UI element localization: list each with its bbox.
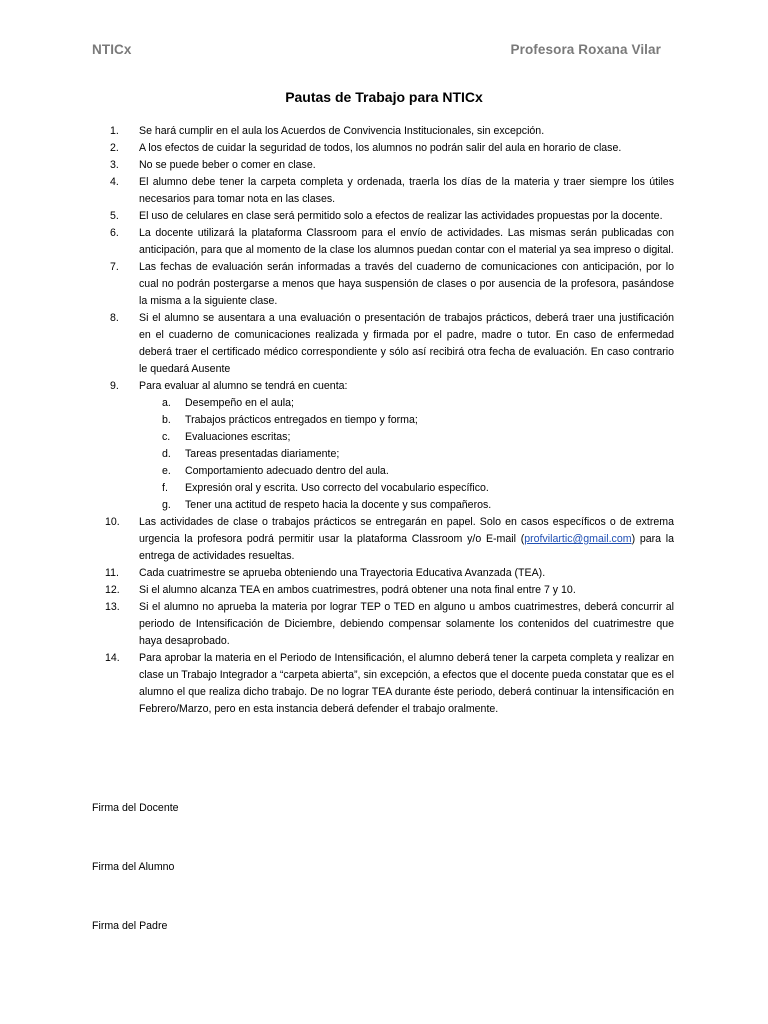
rule-item	[92, 599, 674, 650]
header-teacher: Profesora Roxana Vilar	[510, 42, 661, 57]
rule-text: Para aprobar la materia en el Periodo de Intensificación, el alumno deberá tener la carpeta completa y realizar en clase un Trabajo Integrador a “carpeta abierta”, sin excepción, a efectos que el docente pueda constatar que es el alumno el que realiza dicho trabajo. De no lograr TEA durante éste periodo, deberá continuar la intensificación en Febrero/Marzo, pero en esta instancia deberá defender el trabajo oralmente.	[139, 652, 674, 715]
signature-student-label: Firma del Alumno	[92, 861, 175, 873]
rule-text-after-email: ) para la entrega de actividades resueltas.	[139, 533, 674, 562]
rule-text: Se hará cumplir en el aula los Acuerdos de Convivencia Institucionales, sin excepción.	[139, 125, 545, 137]
rule-item	[92, 582, 674, 599]
document-title: Pautas de Trabajo para NTICx	[285, 89, 483, 105]
rule-number: 8.	[110, 312, 119, 324]
rule-number: 3.	[110, 159, 119, 171]
rule-item	[92, 259, 674, 310]
rule-item	[92, 650, 674, 718]
rule-text: No se puede beber o comer en clase.	[139, 159, 316, 171]
rule-text: Si el alumno se ausentara a una evaluación o presentación de trabajos prácticos, deberá traer una justificación en el cuaderno de comunicaciones realizada y firmada por el padre, madre o tutor. En caso de enfermedad deberá traer el certificado médico correspondiente y sólo así recibirá otra fecha de evaluación. En caso contrario le quedará Ausente	[139, 312, 674, 375]
rule-text: El alumno debe tener la carpeta completa y ordenada, traerla los días de la materia y traer siempre los útiles necesarios para tomar nota en las clases.	[139, 176, 674, 205]
rule-text: Para evaluar al alumno se tendrá en cuenta:	[139, 380, 348, 392]
rule-number: 14.	[105, 652, 120, 664]
criteria-letter: b.	[162, 414, 171, 426]
rule-item	[92, 157, 674, 174]
rule-text: El uso de celulares en clase será permitido solo a efectos de realizar las actividades propuestas por la docente.	[139, 210, 663, 222]
rule-number: 9.	[110, 380, 119, 392]
criteria-letter: d.	[162, 448, 171, 460]
criteria-letter: e.	[162, 465, 171, 477]
signature-teacher-label: Firma del Docente	[92, 802, 179, 814]
rule-number: 1.	[110, 125, 119, 137]
rule-text: A los efectos de cuidar la seguridad de todos, los alumnos no podrán salir del aula en horario de clase.	[139, 142, 622, 154]
rule-number: 7.	[110, 261, 119, 273]
rule-number: 2.	[110, 142, 119, 154]
rule-text: Si el alumno no aprueba la materia por lograr TEP o TED en alguno u ambos cuatrimestres, deberá concurrir al periodo de Intensificación de Diciembre, debiendo compensar solamente los contenidos del cuatrimestre que haya desaprobado.	[139, 601, 674, 647]
criteria-letter: f.	[162, 482, 168, 494]
criteria-letter: g.	[162, 499, 171, 511]
rule-number: 5.	[110, 210, 119, 222]
rule-text: Las fechas de evaluación serán informadas a través del cuaderno de comunicaciones con anticipación, por lo cual no podrán postergarse a menos que haya suspensión de clases o por ausencia de la profesora, pasándose la misma a la siguiente clase.	[139, 261, 674, 307]
rules-list	[92, 123, 674, 718]
rule-text: Cada cuatrimestre se aprueba obteniendo una Trayectoria Educativa Avanzada (TEA).	[139, 567, 546, 579]
rule-item	[92, 140, 674, 157]
criteria-text: Tareas presentadas diariamente;	[185, 448, 340, 460]
criteria-text: Expresión oral y escrita. Uso correcto del vocabulario específico.	[185, 482, 489, 494]
rule-item	[92, 225, 674, 259]
rule-item	[92, 208, 674, 225]
header-subject: NTICx	[92, 42, 132, 57]
rule-item	[92, 565, 674, 582]
rule-number: 13.	[105, 601, 120, 613]
rule-number: 10.	[105, 516, 120, 528]
signature-parent-label: Firma del Padre	[92, 920, 168, 932]
criteria-text: Tener una actitud de respeto hacia la docente y sus compañeros.	[185, 499, 492, 511]
criteria-item	[139, 480, 674, 497]
criteria-item	[139, 412, 674, 429]
rule-text-before-email: Las actividades de clase o trabajos prácticos se entregarán en papel. Solo en casos específicos o de extrema urgencia la profesora podrá permitir usar la plataforma Classroom y/o E-mail (	[139, 516, 674, 545]
criteria-item	[139, 497, 674, 514]
rule-item	[92, 514, 674, 565]
rule-number: 6.	[110, 227, 119, 239]
criteria-item	[139, 429, 674, 446]
rule-text: La docente utilizará la plataforma Classroom para el envío de actividades. Las mismas serán publicadas con anticipación, para que al momento de la clase los alumnos puedan contar con el material ya sea impreso o digital.	[139, 227, 674, 256]
rule-item	[92, 123, 674, 140]
rule-number: 11.	[105, 567, 119, 579]
criteria-text: Desempeño en el aula;	[185, 397, 294, 409]
criteria-item	[139, 463, 674, 480]
rule-number: 12.	[105, 584, 120, 596]
rule-item	[92, 310, 674, 378]
criteria-letter: c.	[162, 431, 171, 443]
criteria-text: Trabajos prácticos entregados en tiempo y forma;	[185, 414, 418, 426]
rule-item	[92, 174, 674, 208]
criteria-text: Evaluaciones escritas;	[185, 431, 291, 443]
email-link[interactable]: profvilartic@gmail.com	[524, 533, 632, 545]
rule-text: Si el alumno alcanza TEA en ambos cuatrimestres, podrá obtener una nota final entre 7 y 10.	[139, 584, 576, 596]
criteria-item	[139, 446, 674, 463]
evaluation-criteria-list	[139, 395, 674, 514]
criteria-letter: a.	[162, 397, 171, 409]
criteria-text: Comportamiento adecuado dentro del aula.	[185, 465, 389, 477]
rule-item	[92, 378, 674, 514]
rule-number: 4.	[110, 176, 119, 188]
criteria-item	[139, 395, 674, 412]
